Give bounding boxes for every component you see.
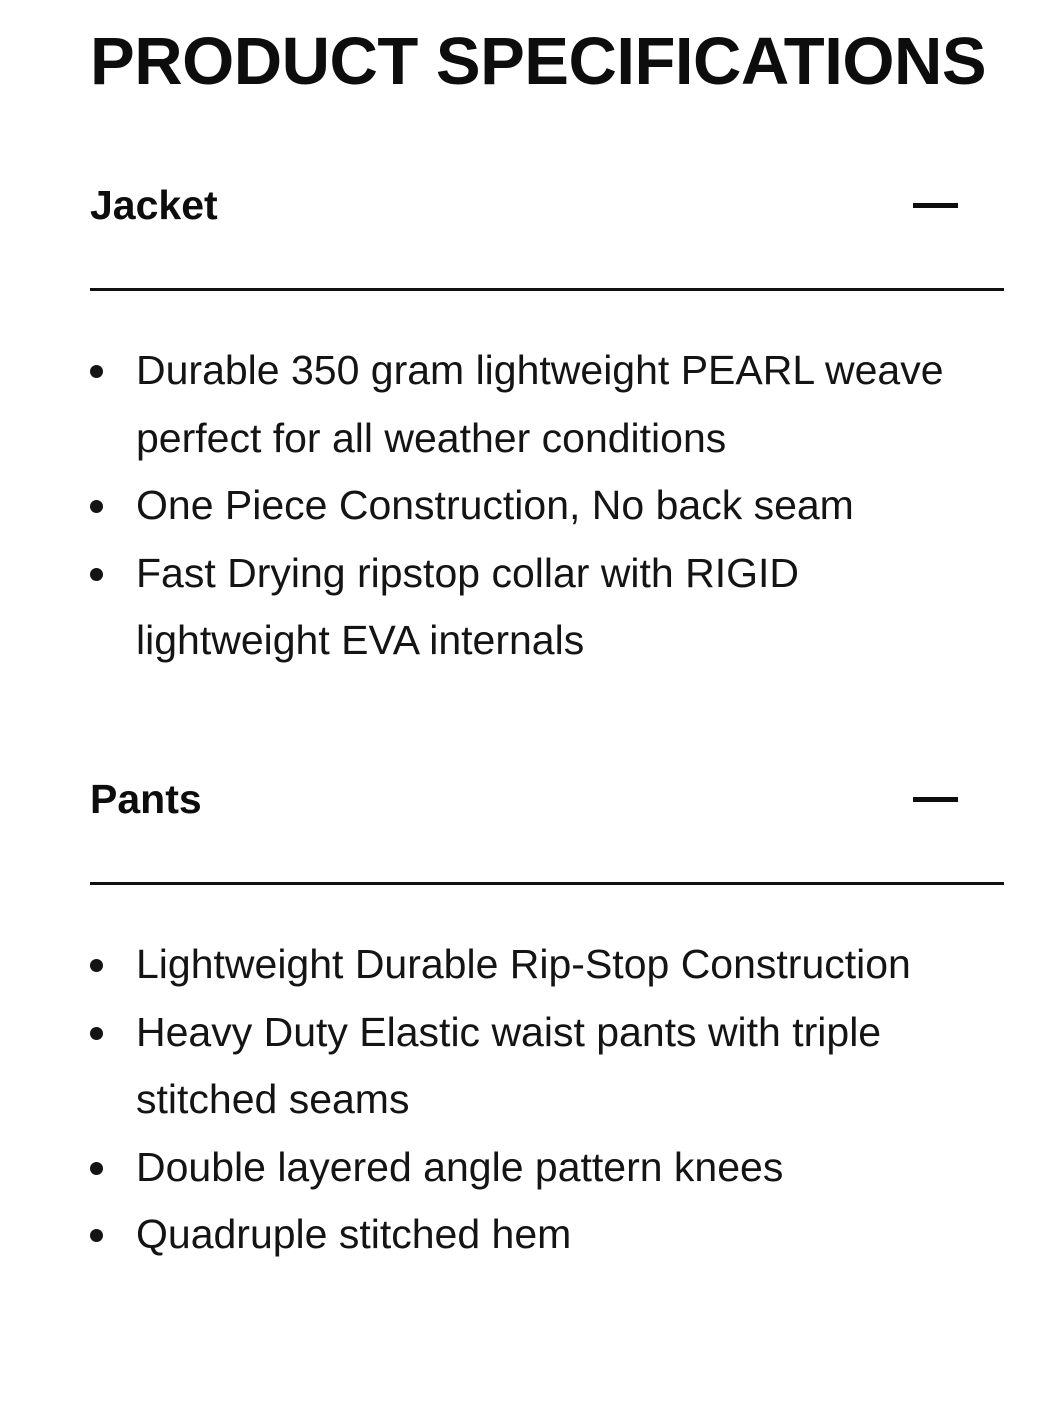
list-item-text: Heavy Duty Elastic waist pants with triple stitched seams xyxy=(136,1008,882,1122)
list-item xyxy=(90,999,1004,1134)
bullet-icon xyxy=(90,365,103,378)
minus-icon[interactable] xyxy=(913,203,958,208)
jacket-spec-list xyxy=(90,337,1004,675)
list-item xyxy=(90,1201,1004,1269)
section-header-jacket[interactable] xyxy=(90,170,1004,240)
page-title: PRODUCT SPECIFICATIONS xyxy=(90,24,987,99)
list-item-text: Fast Drying ripstop collar with RIGID lightweight EVA internals xyxy=(136,549,800,663)
list-item-text: Quadruple stitched hem xyxy=(136,1211,572,1257)
bullet-icon xyxy=(90,1027,103,1040)
bullet-icon xyxy=(90,500,103,513)
section-title-jacket: Jacket xyxy=(90,182,218,228)
list-item xyxy=(90,540,1004,675)
divider xyxy=(90,288,1004,291)
bullet-icon xyxy=(90,1229,103,1242)
bullet-icon xyxy=(90,568,103,581)
bullet-icon xyxy=(90,1162,103,1175)
bullet-icon xyxy=(90,959,103,972)
list-item-text: Lightweight Durable Rip-Stop Construction xyxy=(136,941,911,987)
list-item-text: One Piece Construction, No back seam xyxy=(136,482,854,528)
list-item xyxy=(90,1134,1004,1202)
section-title-pants: Pants xyxy=(90,776,202,822)
list-item-text: Double layered angle pattern knees xyxy=(136,1143,784,1190)
section-header-pants[interactable] xyxy=(90,764,1004,834)
list-item xyxy=(90,931,1004,999)
pants-spec-list xyxy=(90,931,1004,1269)
list-item xyxy=(90,337,1004,472)
divider xyxy=(90,882,1004,885)
minus-icon[interactable] xyxy=(913,797,958,802)
list-item-text: Durable 350 gram lightweight PEARL weave perfect for all weather conditions xyxy=(136,347,944,461)
list-item xyxy=(90,472,1004,540)
